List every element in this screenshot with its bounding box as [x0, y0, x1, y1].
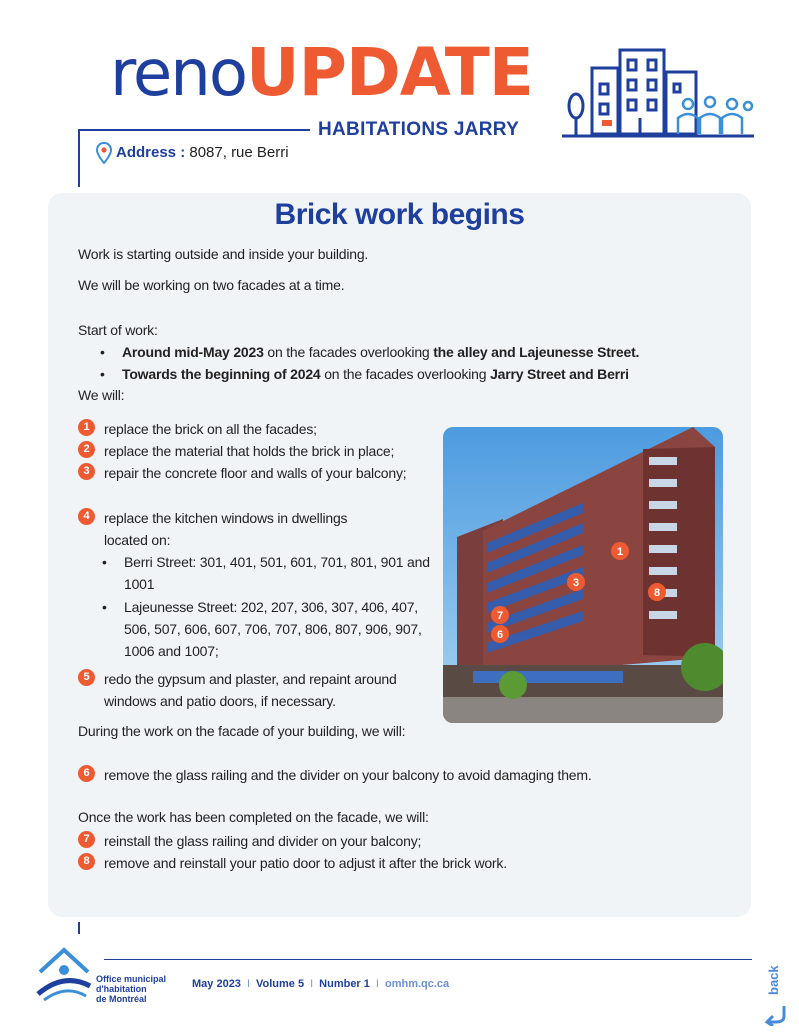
photo-marker-7: 7 — [496, 610, 504, 622]
step-marker-8: 8 — [78, 853, 95, 870]
buildings-people-icon — [562, 44, 754, 140]
footer-separator-1: I — [246, 978, 250, 990]
footer-separator-2: I — [310, 978, 314, 990]
organization-line-3: de Montréal — [96, 994, 147, 1004]
step-marker-2: 2 — [78, 441, 95, 458]
step-text-5: redo the gypsum and plaster, and repaint around windows and patio doors, if necessary. — [104, 671, 397, 709]
issue-info — [192, 978, 449, 990]
start-item-2-date: Towards the beginning of 2024 — [122, 366, 321, 382]
website-link[interactable]: omhm.qc.ca — [384, 978, 450, 990]
start-item-1-date: Around mid-May 2023 — [122, 344, 264, 360]
newsletter-brand — [110, 34, 533, 114]
step-3 — [78, 462, 408, 484]
after-work-paragraph: Once the work has been completed on the facade, we will: — [78, 809, 429, 825]
step-5 — [78, 668, 438, 712]
start-item-2-text: on the facades overlooking — [320, 366, 491, 382]
we-will-label: We will: — [78, 387, 125, 403]
brand-update: UPDATE — [246, 34, 533, 111]
address — [96, 142, 289, 164]
organization-line-1: Office municipal — [96, 974, 167, 984]
address-label: Address : — [116, 143, 186, 161]
back-button[interactable] — [762, 962, 790, 1028]
building-name: HABITATIONS JARRY — [318, 119, 520, 140]
back-arrow-icon — [764, 1002, 788, 1026]
start-item-1-location: the alley and Lajeunesse Street. — [433, 344, 640, 360]
header-rule-vertical — [78, 129, 80, 187]
photo-marker-1: 1 — [616, 546, 624, 558]
omhm-logo-icon — [34, 942, 94, 1004]
start-of-work-label: Start of work: — [78, 322, 158, 338]
step-marker-1: 1 — [78, 419, 95, 436]
issue-number: Number 1 — [319, 978, 370, 990]
photo-marker-8: 8 — [653, 587, 661, 599]
step-text-3: repair the concrete floor and walls of your balcony; — [104, 465, 407, 481]
start-item-2: • Towards the beginning of 2024 on the facades overlooking Jarry Street and Berri — [100, 366, 629, 382]
step-2 — [78, 440, 438, 462]
step-4 — [78, 507, 388, 551]
during-work-paragraph: During the work on the facade of your building, we will: — [78, 723, 406, 739]
issue-volume: Volume 5 — [256, 978, 305, 990]
step-marker-5: 5 — [78, 669, 95, 686]
footer-rule — [104, 959, 752, 960]
building-photo — [443, 427, 723, 723]
start-item-1: • Around mid-May 2023 on the facades overlooking the alley and Lajeunesse Street. — [100, 344, 640, 360]
step-marker-4: 4 — [78, 508, 95, 525]
street-item-lajeunesse: • Lajeunesse Street: 202, 207, 306, 307, 406, 407, 506, 507, 606, 607, 706, 707, 806, 807, 906, 907, 1006 and 1007; — [102, 596, 442, 662]
step-text-6: remove the glass railing and the divider on your balcony to avoid damaging them. — [104, 767, 592, 783]
step-marker-3: 3 — [78, 463, 95, 480]
back-label: back — [766, 965, 781, 995]
brand-reno: reno — [110, 37, 246, 111]
address-value: 8087, rue Berri — [189, 143, 289, 161]
step-6 — [78, 764, 698, 786]
issue-date: May 2023 — [192, 978, 241, 990]
footer-rule-vertical — [78, 922, 80, 934]
location-pin-icon — [96, 142, 112, 164]
header-rule — [78, 129, 310, 131]
step-8 — [78, 852, 698, 874]
intro-paragraph-2: We will be working on two facades at a time. — [78, 277, 345, 293]
step-7 — [78, 830, 698, 852]
organization-line-2: d'habitation — [96, 984, 147, 994]
step-1 — [78, 418, 438, 440]
step-text-7: reinstall the glass railing and divider on your balcony; — [104, 833, 422, 849]
organization-name — [96, 974, 166, 1004]
start-item-2-location: Jarry Street and Berri — [490, 366, 629, 382]
step-text-2: replace the material that holds the brick in place; — [104, 443, 395, 459]
intro-paragraph-1: Work is starting outside and inside your building. — [78, 246, 369, 262]
footer-separator-3: I — [375, 978, 379, 990]
street-text-lajeunesse: Lajeunesse Street: 202, 207, 306, 307, 406, 407, 506, 507, 606, 607, 706, 707, 806, 807, 906, 907, 1006 and 1007; — [124, 599, 422, 659]
start-item-1-text: on the facades overlooking — [263, 344, 434, 360]
street-text-berri: Berri Street: 301, 401, 501, 601, 701, 801, 901 and 1001 — [124, 554, 430, 592]
street-item-berri: • Berri Street: 301, 401, 501, 601, 701, 801, 901 and 1001 — [102, 551, 442, 595]
step-marker-6: 6 — [78, 765, 95, 782]
step-text-4: replace the kitchen windows in dwellings located on: — [104, 510, 348, 548]
photo-marker-6: 6 — [496, 629, 504, 641]
article-title: Brick work begins — [274, 198, 525, 231]
step-marker-7: 7 — [78, 831, 95, 848]
step-text-1: replace the brick on all the facades; — [104, 421, 317, 437]
photo-marker-3: 3 — [572, 577, 580, 589]
step-text-8: remove and reinstall your patio door to adjust it after the brick work. — [104, 855, 507, 871]
